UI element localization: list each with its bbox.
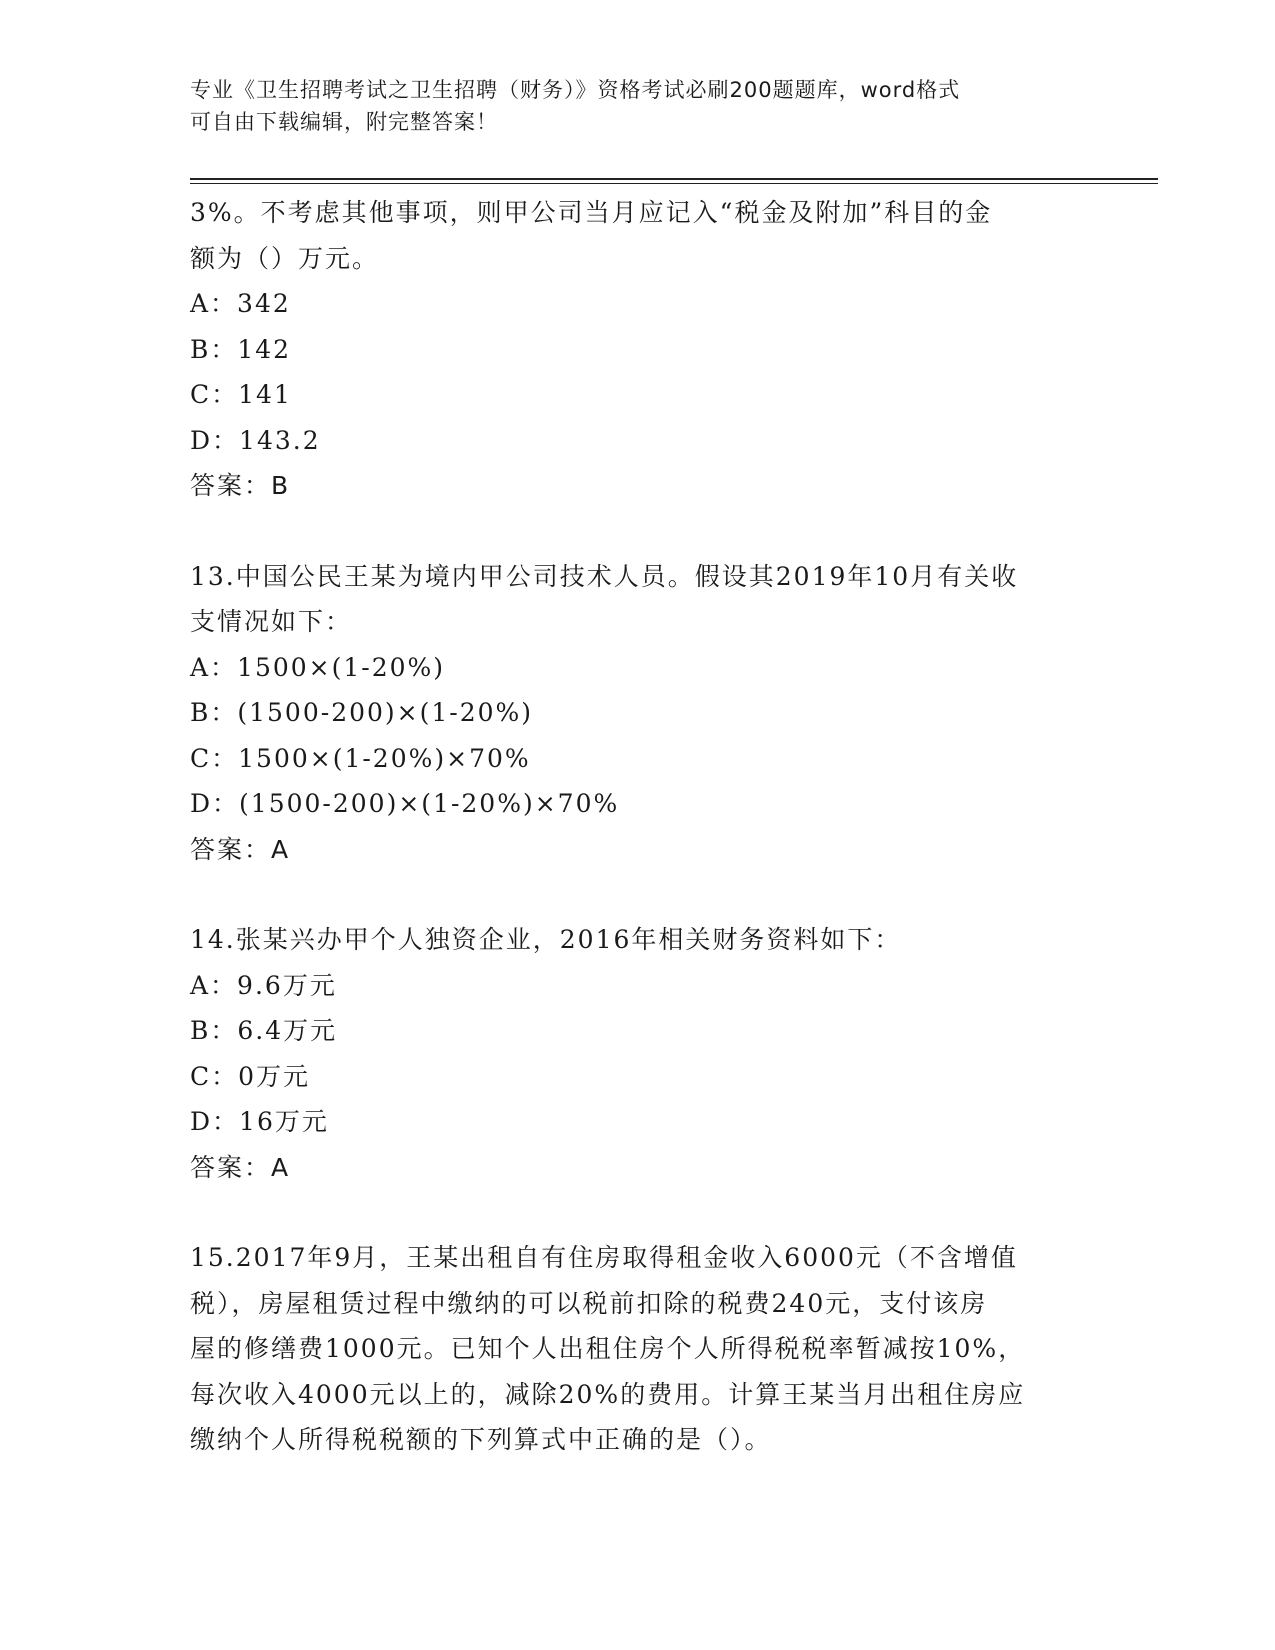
question-stem bbox=[190, 1235, 1090, 1463]
stem-line: 13.中国公民王某为境内甲公司技术人员。假设其2019年10月有关收 bbox=[190, 561, 1019, 591]
stem-line: 支情况如下： bbox=[190, 607, 353, 636]
question-14 bbox=[190, 917, 1090, 1190]
stem-line: 3%。不考虑其他事项，则甲公司当月应记入“税金及附加”科目的金 bbox=[190, 198, 993, 227]
answer: 答案：A bbox=[190, 1152, 291, 1182]
option-d: D：16万元 bbox=[190, 1107, 329, 1136]
option-c: C：1500×(1-20%)×70% bbox=[190, 743, 531, 773]
stem-line: 每次收入4000元以上的，减除20%的费用。计算王某当月出租住房应 bbox=[190, 1379, 1026, 1409]
stem-line: 屋的修缮费1000元。已知个人出租住房个人所得税税率暂减按10%， bbox=[190, 1334, 1026, 1363]
header-divider bbox=[190, 178, 1158, 180]
stem-line: 税），房屋租赁过程中缴纳的可以税前扣除的税费240元，支付该房 bbox=[190, 1288, 988, 1318]
answer: 答案：A bbox=[190, 834, 291, 864]
option-c: C：141 bbox=[190, 380, 292, 409]
option-c: C：0万元 bbox=[190, 1061, 311, 1091]
option-a: A：342 bbox=[190, 289, 291, 318]
document-header bbox=[190, 74, 1070, 138]
option-b: B：142 bbox=[190, 334, 292, 364]
question-15 bbox=[190, 1235, 1090, 1463]
header-divider-thin bbox=[190, 183, 1158, 184]
question-12 bbox=[190, 190, 1090, 509]
stem-line: 缴纳个人所得税税额的下列算式中正确的是（）。 bbox=[190, 1425, 772, 1454]
option-a: A：1500×(1-20%) bbox=[190, 652, 446, 682]
stem-line: 15.2017年9月，王某出租自有住房取得租金收入6000元（不含增值 bbox=[190, 1243, 1018, 1272]
stem-line: 额为（）万元。 bbox=[190, 243, 380, 273]
question-stem bbox=[190, 554, 1090, 645]
answer: 答案：B bbox=[190, 471, 291, 500]
question-stem bbox=[190, 917, 1090, 963]
stem-line: 14.张某兴办甲个人独资企业，2016年相关财务资料如下： bbox=[190, 925, 902, 954]
document-body bbox=[190, 190, 1090, 1463]
header-line-1: 专业《卫生招聘考试之卫生招聘（财务）》资格考试必刷200题题库，word格式 bbox=[190, 78, 961, 102]
question-stem bbox=[190, 190, 1090, 281]
option-d: D：(1500-200)×(1-20%)×70% bbox=[190, 789, 620, 818]
option-a: A：9.6万元 bbox=[190, 970, 337, 1000]
header-line-2: 可自由下载编辑，附完整答案！ bbox=[190, 110, 498, 134]
option-d: D：143.2 bbox=[190, 425, 321, 455]
question-13 bbox=[190, 554, 1090, 873]
option-b: B：6.4万元 bbox=[190, 1016, 338, 1045]
option-b: B：(1500-200)×(1-20%) bbox=[190, 698, 534, 727]
